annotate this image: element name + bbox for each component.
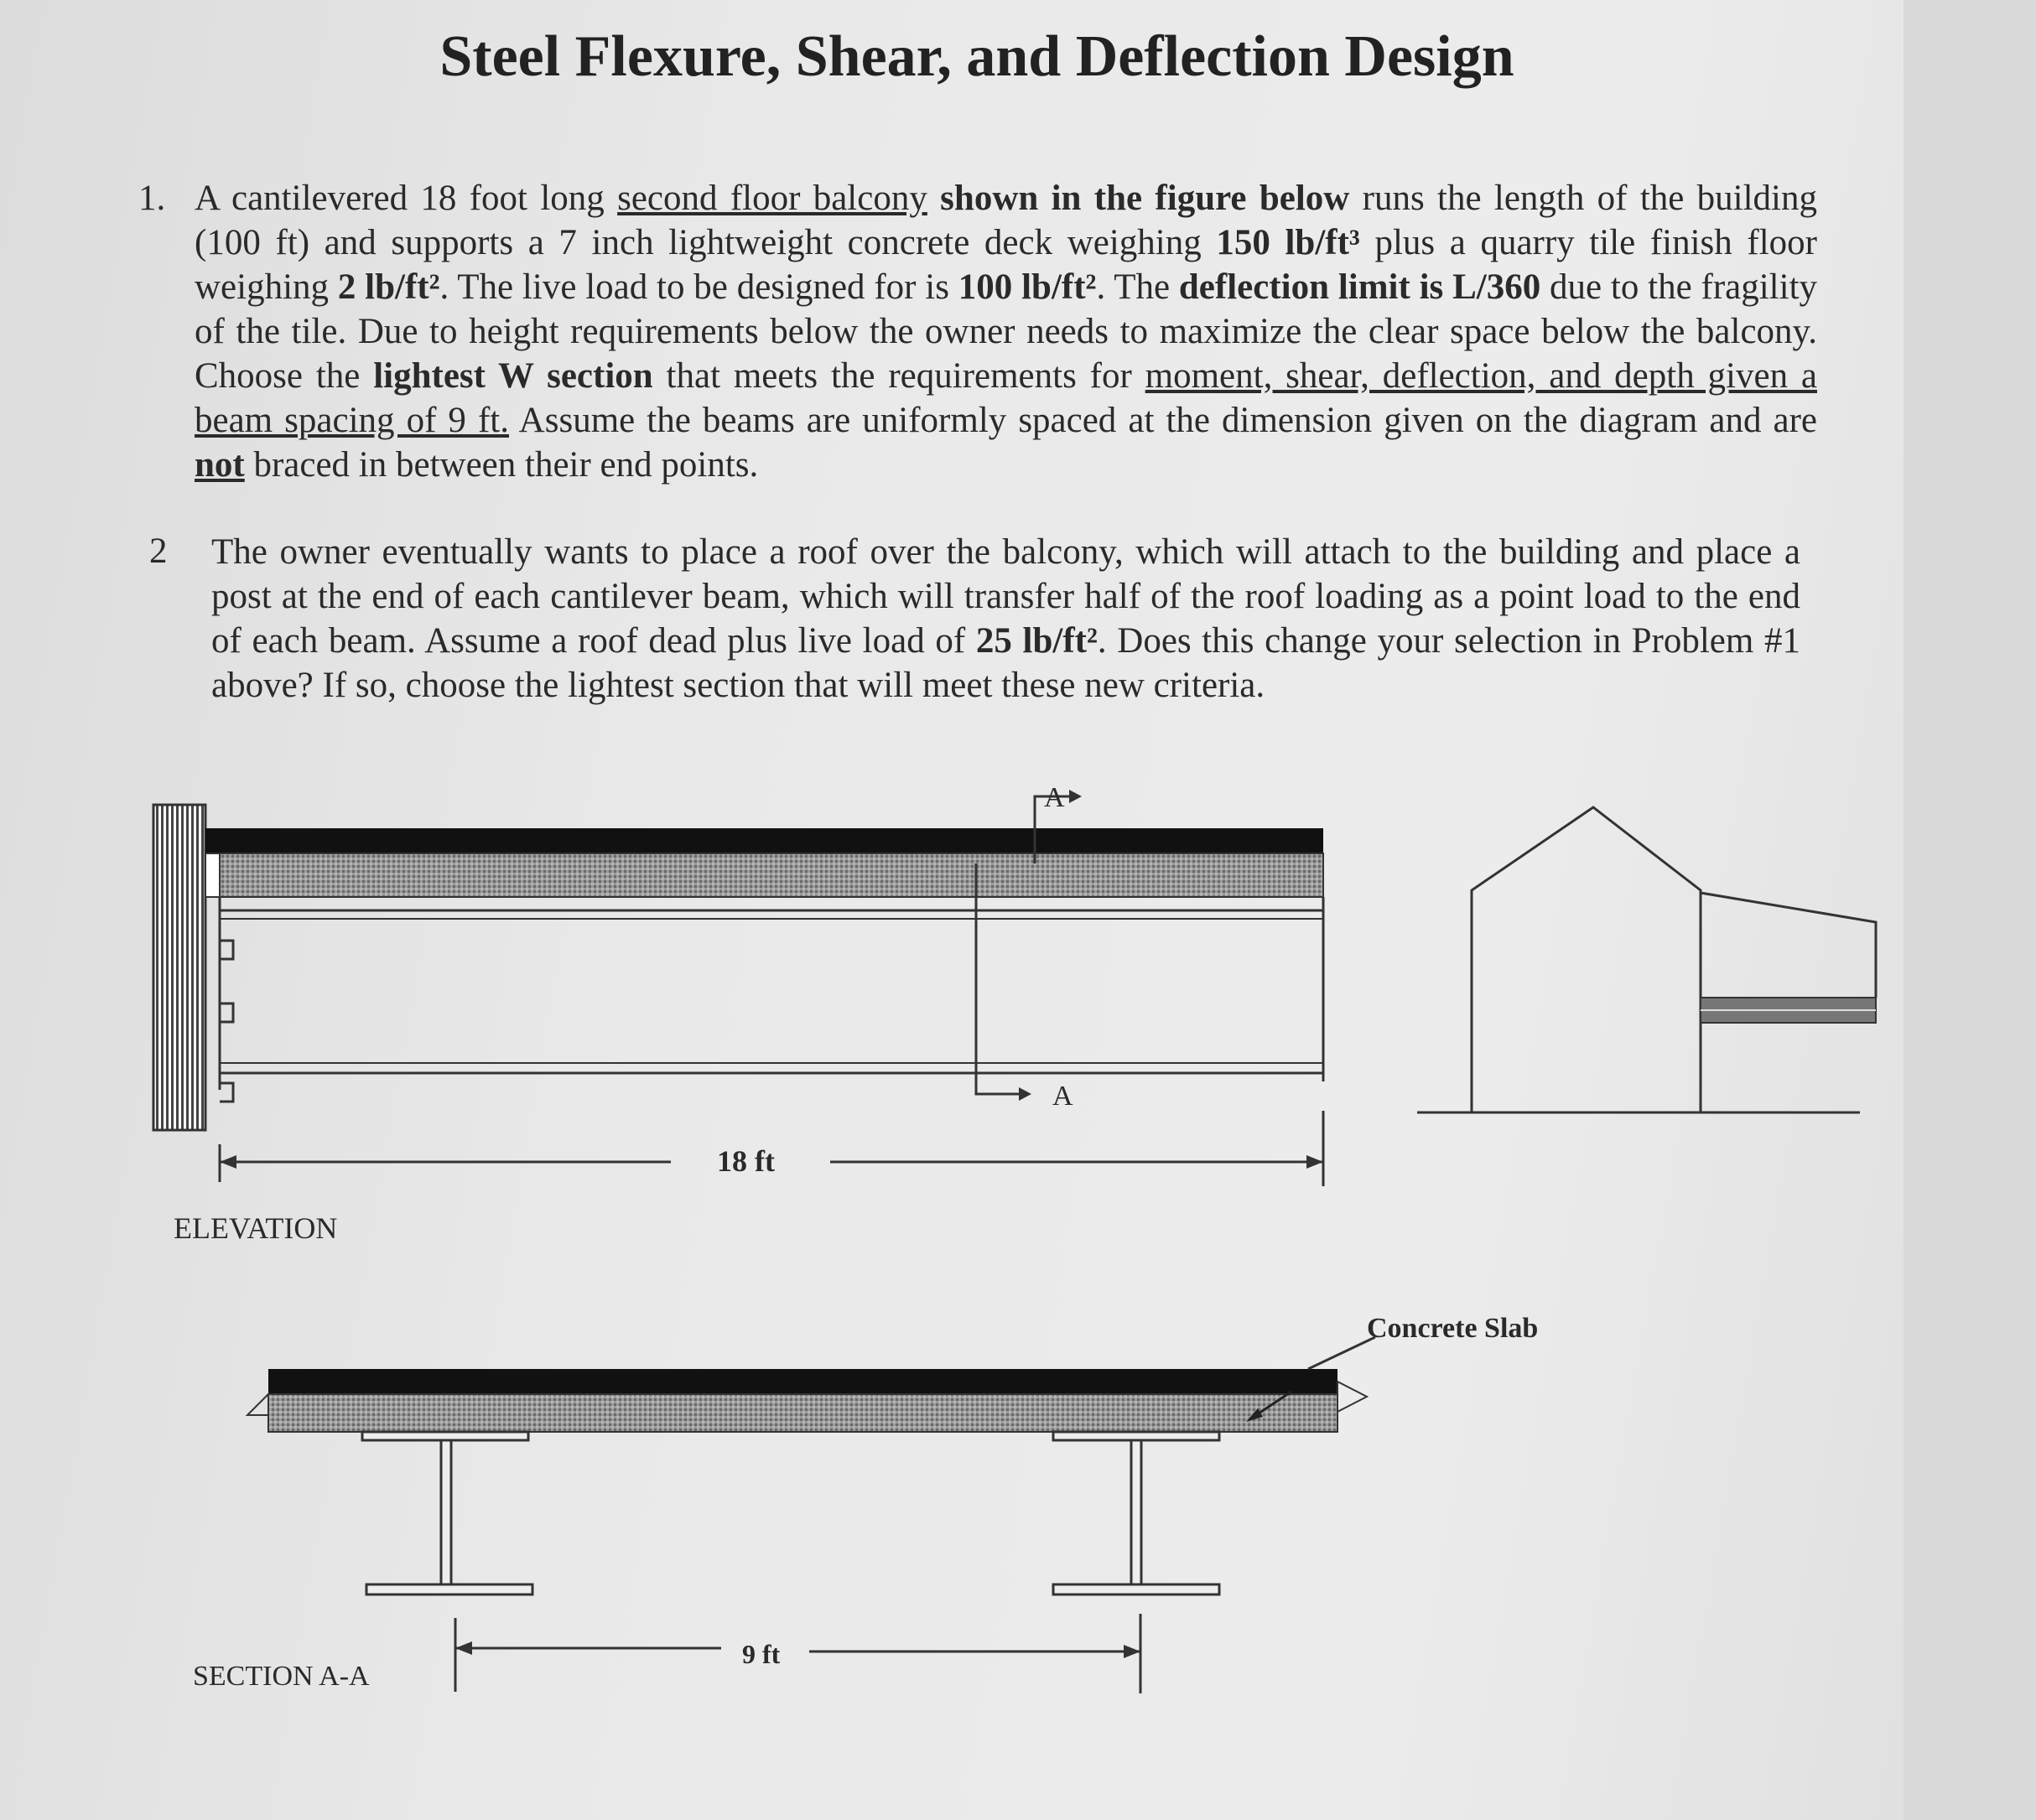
- p1-text-a: A cantilevered 18 foot long: [195, 179, 618, 218]
- beam-1-bottom-flange: [366, 1584, 532, 1594]
- concrete-deck: [220, 853, 1323, 897]
- p2-text-a: The owner eventually wants to place a roof over the balcony, which will attach to the building and place a post at the end of each cantilever beam, which will transfer half of the roof loading as a point load to the end of each beam. Assume a roof dead plus live load of: [211, 532, 1800, 661]
- p1-text-c: plus a quarry tile finish floor weighing: [195, 223, 1818, 307]
- house-outline: [1472, 807, 1701, 1112]
- section-arrow-bottom-icon: [1019, 1087, 1031, 1101]
- p1-concrete-weight: 150 lb/ft³: [1216, 223, 1360, 262]
- slab-leader-line: [1308, 1337, 1375, 1369]
- building-wall: [153, 805, 205, 1130]
- dim-9-arrow-left-icon: [455, 1641, 472, 1655]
- p1-requirements-underline: moment, shear, deflection, and depth given a beam spacing of 9 ft.: [195, 356, 1817, 440]
- concrete-slab-label: Concrete Slab: [1367, 1313, 1539, 1344]
- p1-balcony-underline: second floor balcony: [617, 179, 927, 218]
- p1-text-d: . The live load to be designed for is: [439, 267, 958, 307]
- section-cut-bottom: [976, 1090, 1019, 1094]
- p1-text-f: due to the fragility of the tile. Due to height requirements below the owner needs to maximize the clear space below the balcony. Choose the: [195, 267, 1818, 396]
- p1-live-load: 100 lb/ft²: [958, 267, 1097, 307]
- section-concrete-slab: [268, 1394, 1337, 1432]
- balcony-roof-outline: [1701, 893, 1876, 998]
- deck-end-edge: [205, 853, 220, 897]
- p1-deflection-limit: deflection limit is L/360: [1178, 267, 1541, 307]
- elevation-label: ELEVATION: [174, 1211, 338, 1245]
- dim-18-arrow-left-icon: [220, 1155, 236, 1169]
- slab-break-right: [1337, 1382, 1367, 1412]
- dim-9-arrow-right-icon: [1124, 1645, 1140, 1658]
- tile-finish-layer: [205, 828, 1323, 853]
- beam-2-web: [1131, 1440, 1141, 1584]
- span-label: 18 ft: [717, 1144, 775, 1178]
- p1-text-e: . The: [1096, 267, 1179, 307]
- section-tile-layer: [268, 1369, 1337, 1394]
- p1-text-i: braced in between their end points.: [244, 445, 759, 485]
- page-title: Steel Flexure, Shear, and Deflection Design: [439, 24, 1514, 89]
- p1-tile-weight: 2 lb/ft²: [337, 267, 440, 307]
- p1-text-g: that meets the requirements for: [652, 356, 1145, 396]
- building-sketch: [1417, 807, 1876, 1112]
- spacing-label: 9 ft: [742, 1639, 781, 1669]
- section-mark-top: A: [1044, 782, 1065, 813]
- p1-not: not: [195, 445, 245, 485]
- p1-text-h: Assume the beams are uniformly spaced at the dimension given on the diagram and are: [509, 401, 1817, 440]
- section-aa-view: [193, 1313, 1538, 1693]
- p1-lightest-w: lightest W section: [373, 356, 653, 396]
- dim-18-arrow-right-icon: [1306, 1155, 1323, 1169]
- section-arrow-top-icon: [1069, 790, 1082, 803]
- p2-text-b: . Does this change your selection in Problem #1 above? If so, choose the lightest section that will meet these new criteria.: [211, 621, 1800, 705]
- elevation-view: [153, 782, 1323, 1245]
- slab-break-left: [247, 1394, 268, 1415]
- p1-text-b: runs the length of the building (100 ft) and supports a 7 inch lightweight concrete deck weighing: [195, 179, 1818, 262]
- beam-2-bottom-flange: [1053, 1584, 1219, 1594]
- problem-1-number: 1.: [138, 179, 166, 218]
- problem-2-number: 2: [149, 531, 168, 571]
- p2-roof-load: 25 lb/ft²: [975, 621, 1098, 661]
- beam-1-web: [441, 1440, 451, 1584]
- section-aa-label: SECTION A-A: [193, 1661, 370, 1692]
- connection-angles: [220, 941, 233, 1102]
- p1-figure-ref: shown in the figure below: [927, 179, 1350, 218]
- section-mark-bottom: A: [1052, 1081, 1073, 1112]
